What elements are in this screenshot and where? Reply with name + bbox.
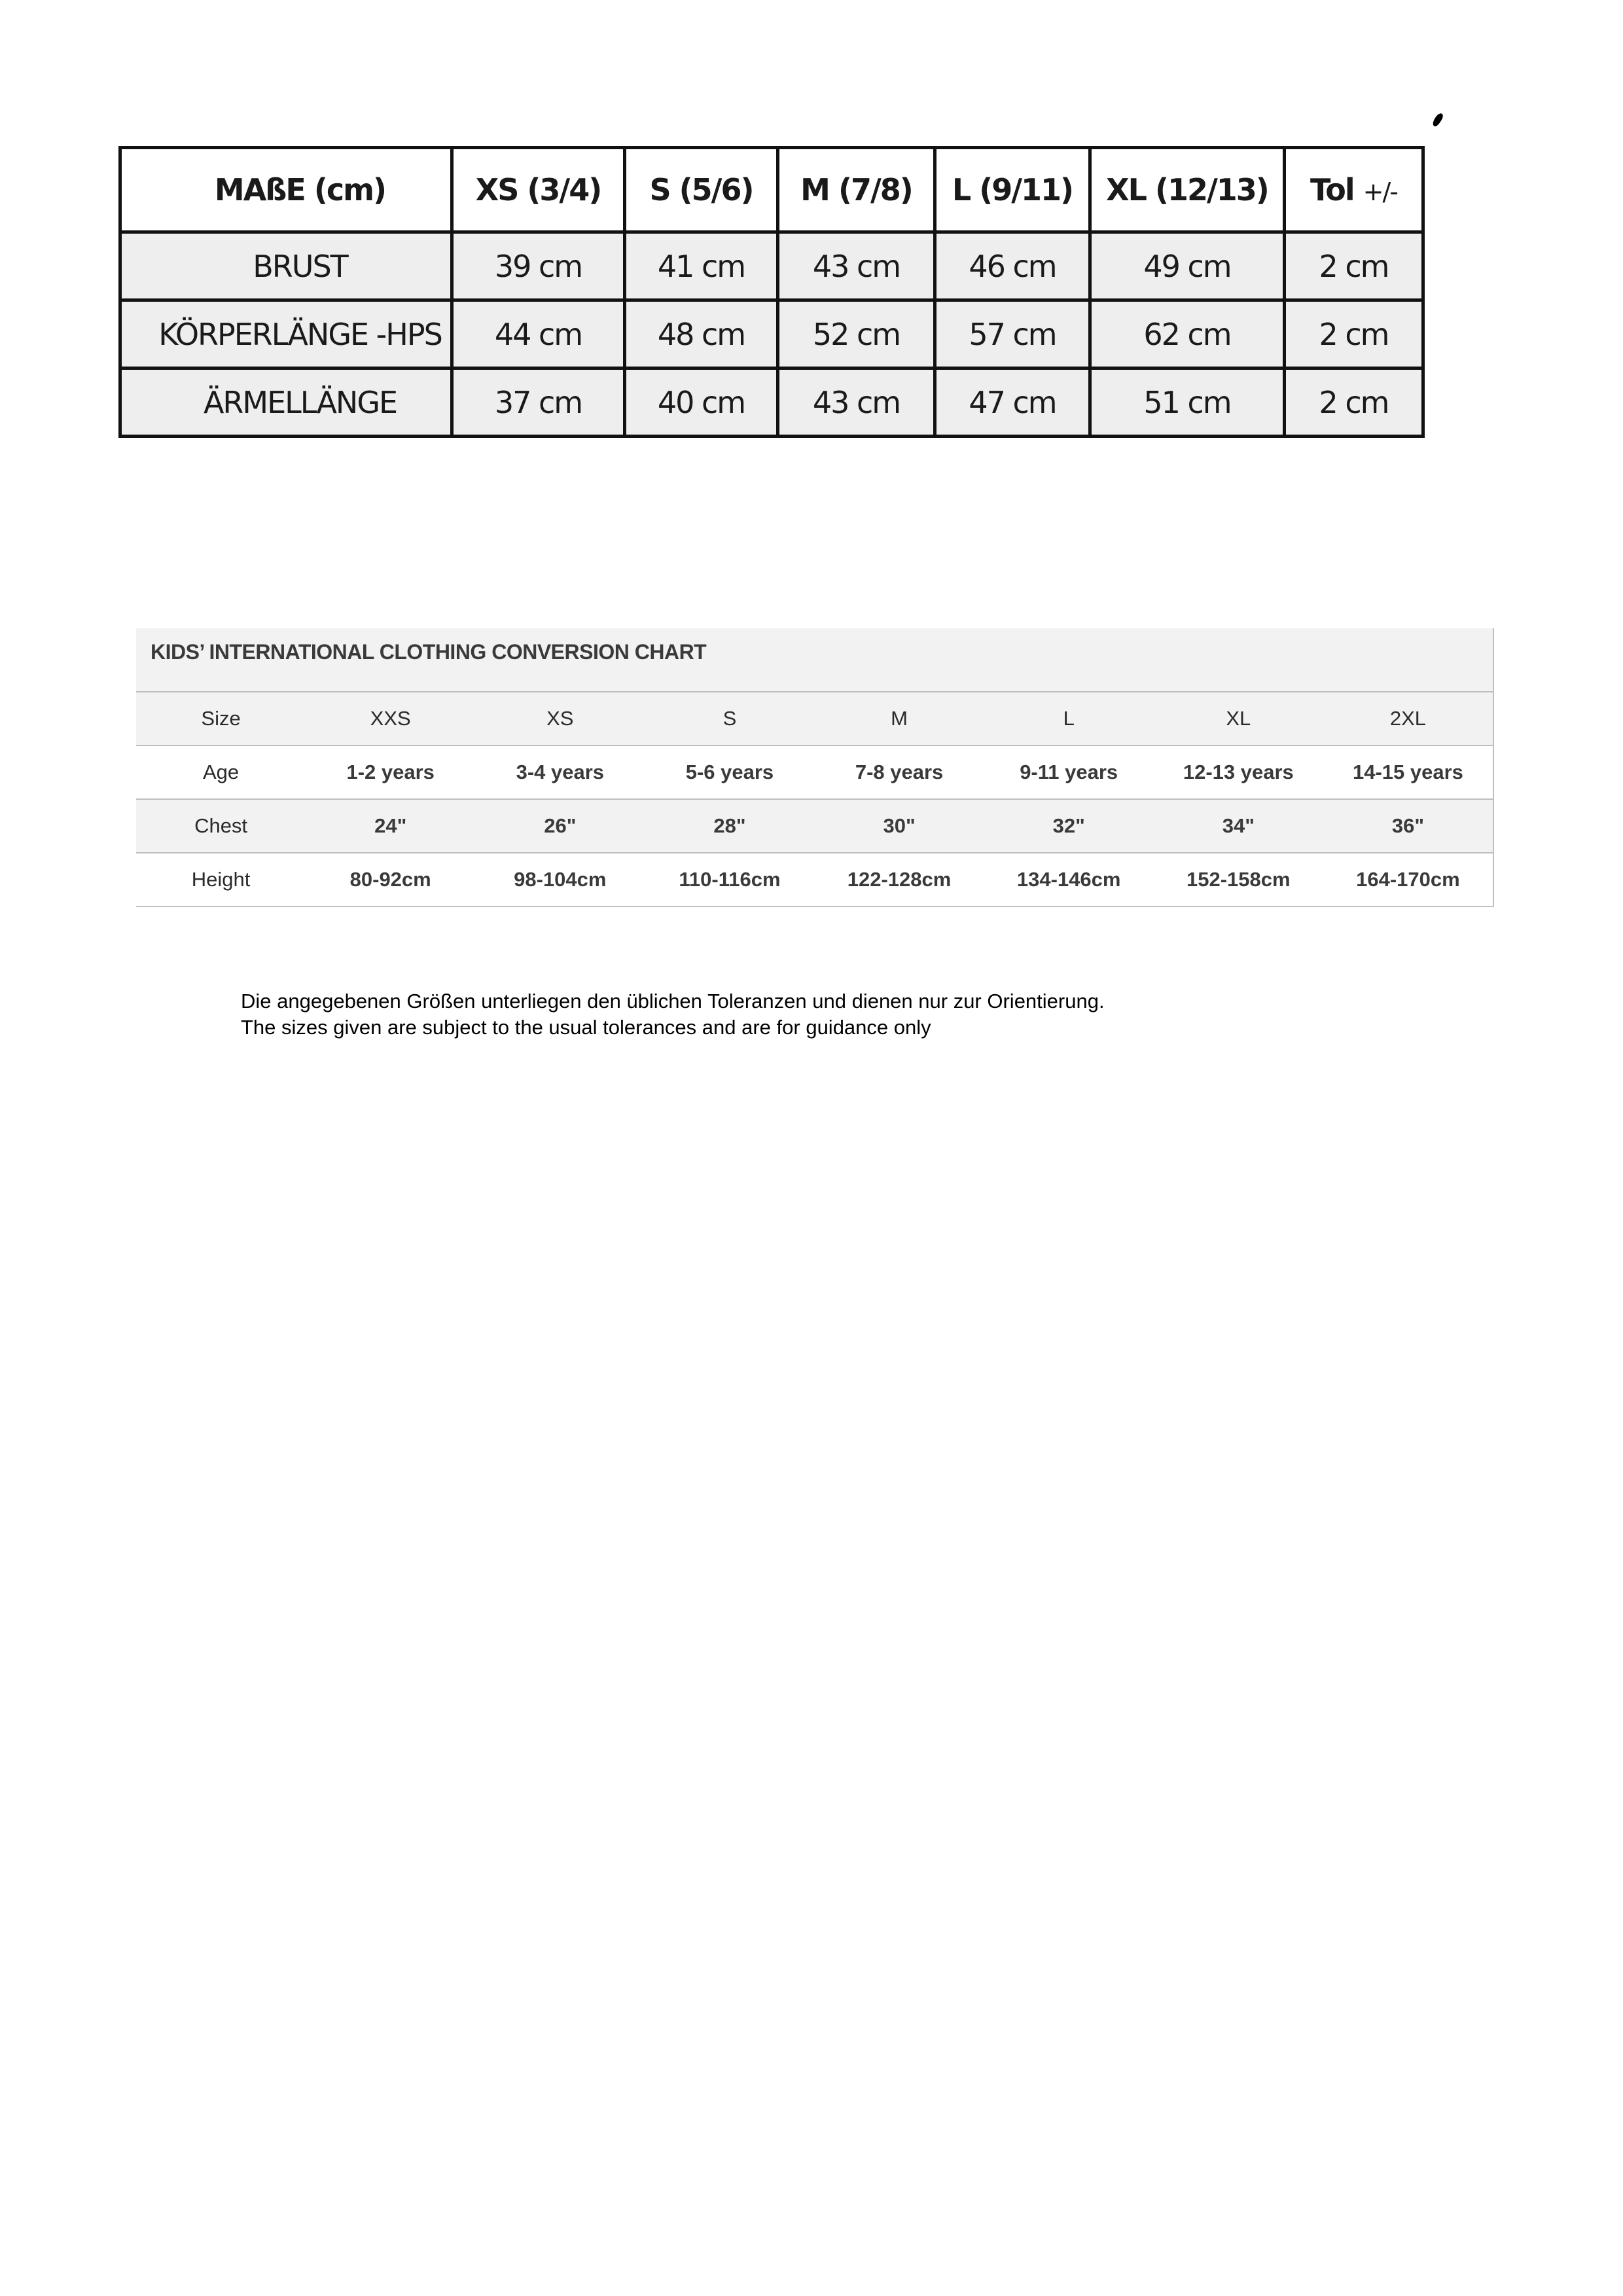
note-german: Die angegebenen Größen unterliegen den üblichen Toleranzen und dienen nur zur Orientierung. — [241, 990, 1105, 1013]
table-row — [120, 232, 1423, 300]
table-cell: 36" — [1323, 799, 1493, 853]
table-cell: M — [815, 692, 984, 745]
header-cell: MAßE (cm) — [120, 148, 452, 232]
table-cell: 41 cm — [625, 232, 778, 300]
table-cell: 52 cm — [778, 300, 935, 368]
header-cell: XL (12/13) — [1090, 148, 1285, 232]
table-cell: 26" — [475, 799, 645, 853]
tolerance-note — [241, 988, 1105, 1041]
table-cell: 98-104cm — [475, 853, 645, 906]
table-cell: 48 cm — [625, 300, 778, 368]
table-row-age — [136, 745, 1493, 799]
conversion-chart — [136, 628, 1494, 907]
table-cell: 164-170cm — [1323, 853, 1493, 906]
table-cell: XS — [475, 692, 645, 745]
conversion-chart-title: KIDS’ INTERNATIONAL CLOTHING CONVERSION CHART — [136, 628, 1493, 692]
table-cell: 32" — [984, 799, 1154, 853]
table-cell: 9-11 years — [984, 745, 1154, 799]
table-cell: 30" — [815, 799, 984, 853]
table-row-size — [136, 692, 1493, 745]
table-cell: 80-92cm — [306, 853, 475, 906]
table-cell: XL — [1154, 692, 1323, 745]
table-cell: 7-8 years — [815, 745, 984, 799]
table-cell: 134-146cm — [984, 853, 1154, 906]
table-cell: 122-128cm — [815, 853, 984, 906]
table-cell: 62 cm — [1090, 300, 1285, 368]
table-cell: 14-15 years — [1323, 745, 1493, 799]
header-cell-tolerance — [1285, 148, 1423, 232]
row-label: Chest — [136, 799, 306, 853]
header-cell: XS (3/4) — [452, 148, 625, 232]
header-cell: S (5/6) — [625, 148, 778, 232]
header-cell: M (7/8) — [778, 148, 935, 232]
table-cell: 110-116cm — [645, 853, 814, 906]
header-cell: L (9/11) — [935, 148, 1090, 232]
table-cell: 34" — [1154, 799, 1323, 853]
table-cell: 49 cm — [1090, 232, 1285, 300]
table-cell: 43 cm — [778, 232, 935, 300]
table-cell: S — [645, 692, 814, 745]
table-row-chest — [136, 799, 1493, 853]
measurements-header-row — [120, 148, 1423, 232]
table-cell: 57 cm — [935, 300, 1090, 368]
table-cell: 47 cm — [935, 368, 1090, 437]
table-cell: 37 cm — [452, 368, 625, 437]
row-label: Height — [136, 853, 306, 906]
note-english: The sizes given are subject to the usual tolerances and are for guidance only — [241, 1016, 931, 1039]
table-row — [120, 368, 1423, 437]
row-label: Size — [136, 692, 306, 745]
table-cell: 39 cm — [452, 232, 625, 300]
ink-mark — [1431, 112, 1445, 128]
row-label: ÄRMELLÄNGE — [120, 368, 452, 437]
row-label: KÖRPERLÄNGE -HPS — [120, 300, 452, 368]
row-label: Age — [136, 745, 306, 799]
table-cell: XXS — [306, 692, 475, 745]
table-cell: L — [984, 692, 1154, 745]
table-cell: 46 cm — [935, 232, 1090, 300]
table-row — [120, 300, 1423, 368]
table-cell: 40 cm — [625, 368, 778, 437]
table-cell: 51 cm — [1090, 368, 1285, 437]
table-cell: 3-4 years — [475, 745, 645, 799]
table-cell: 2XL — [1323, 692, 1493, 745]
row-label: BRUST — [120, 232, 452, 300]
conversion-table — [136, 692, 1493, 906]
table-cell: 28" — [645, 799, 814, 853]
tol-label: Tol — [1310, 172, 1354, 207]
table-cell: 2 cm — [1285, 368, 1423, 437]
table-cell: 12-13 years — [1154, 745, 1323, 799]
measurements-table — [118, 146, 1425, 438]
tol-suffix: +/- — [1363, 177, 1397, 206]
table-cell: 44 cm — [452, 300, 625, 368]
table-row-height — [136, 853, 1493, 906]
table-cell: 43 cm — [778, 368, 935, 437]
table-cell: 5-6 years — [645, 745, 814, 799]
table-cell: 2 cm — [1285, 232, 1423, 300]
table-cell: 1-2 years — [306, 745, 475, 799]
table-cell: 2 cm — [1285, 300, 1423, 368]
table-cell: 152-158cm — [1154, 853, 1323, 906]
table-cell: 24" — [306, 799, 475, 853]
